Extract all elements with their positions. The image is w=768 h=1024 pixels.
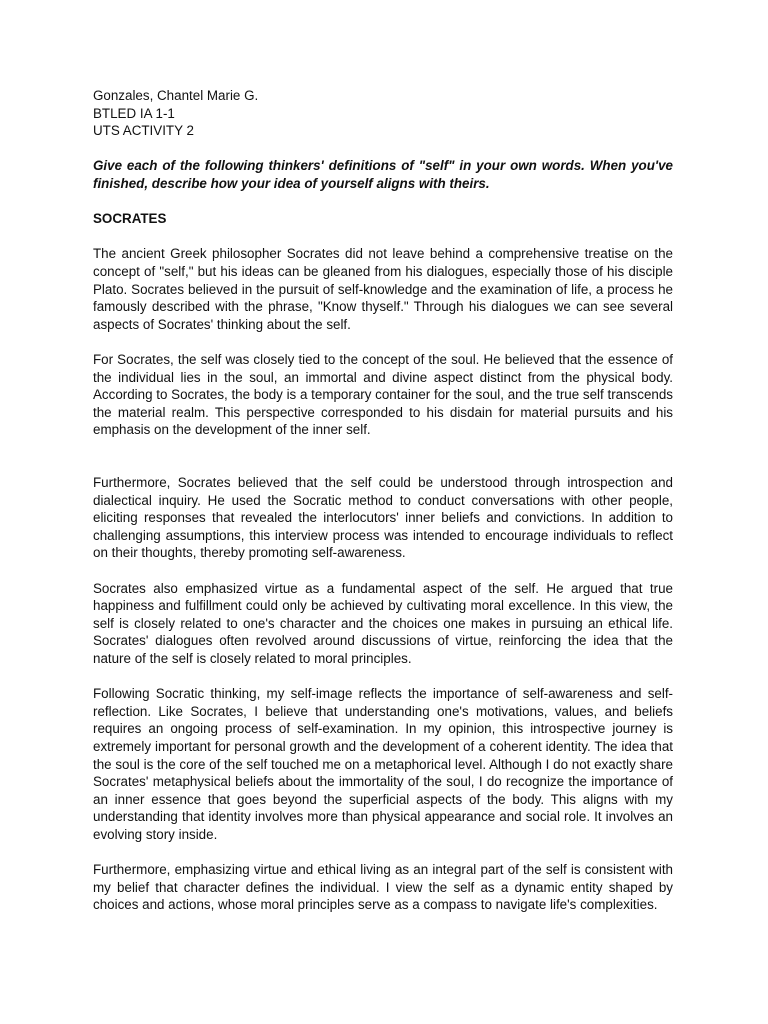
section-heading-socrates: SOCRATES [93, 211, 167, 227]
paragraph-soul: For Socrates, the self was closely tied to the concept of the soul. He believed that the essence of the individual lies in the soul, an immortal and divine aspect distinct from the physical body. According to Socrates, the body is a temporary container for the soul, and the true self transcends the material realm. This perspective corresponded to his disdain for material pursuits and his emphasis on the development of the inner self. [93, 351, 673, 438]
activity-title: UTS ACTIVITY 2 [93, 123, 194, 139]
paragraph-virtue: Socrates also emphasized virtue as a fundamental aspect of the self. He argued that true happiness and fulfillment could only be achieved by cultivating moral excellence. In this view, the self is closely related to one's character and the choices one makes in pursuing an ethical life. Socrates' dialogues often revolved around discussions of virtue, reinforcing the idea that the nature of the self is closely related to moral principles. [93, 580, 673, 666]
paragraph-self-image: Following Socratic thinking, my self-image reflects the importance of self-awareness and self-reflection. Like Socrates, I believe that understanding one's motivations, values, and beliefs requires an ongoing process of self-examination. In my opinion, this introspective journey is extremely important for personal growth and the development of a coherent identity. The idea that the soul is the core of the self touched me on a metaphorical level. Although I do not exactly share Socrates' metaphysical beliefs about the immortality of the soul, I do recognize the importance of an inner essence that goes beyond the superficial aspects of the body. This aligns with my understanding that identity involves more than physical appearance and social role. It involves an evolving story inside. [93, 686, 673, 842]
paragraph-introspection: Furthermore, Socrates believed that the self could be understood through introspection and dialectical inquiry. He used the Socratic method to conduct conversations with other people, eliciting responses that revealed the interlocutors' inner beliefs and convictions. In addition to challenging assumptions, this interview process was intended to encourage individuals to reflect on their thoughts, thereby promoting self-awareness. [93, 475, 673, 561]
class-section: BTLED IA 1-1 [93, 105, 175, 121]
student-name: Gonzales, Chantel Marie G. [93, 88, 259, 103]
paragraph-conclusion: Furthermore, emphasizing virtue and ethical living as an integral part of the self is consistent with my belief that character defines the individual. I view the self as a dynamic entity shaped by choices and actions, whose moral principles serve as a compass to navigate life's complexities. [93, 862, 673, 913]
paragraph-intro: The ancient Greek philosopher Socrates did not leave behind a comprehensive treatise on the concept of "self," but his ideas can be gleaned from his dialogues, especially those of his disciple Plato. Socrates believed in the pursuit of self-knowledge and the examination of life, a process he famously described with the phrase, "Know thyself." Through his dialogues we can see several aspects of Socrates' thinking about the self. [93, 246, 673, 332]
instructions: Give each of the following thinkers' definitions of "self" in your own words. When you've finished, describe how your idea of yourself aligns with theirs. [93, 158, 673, 191]
document-page [93, 87, 673, 914]
